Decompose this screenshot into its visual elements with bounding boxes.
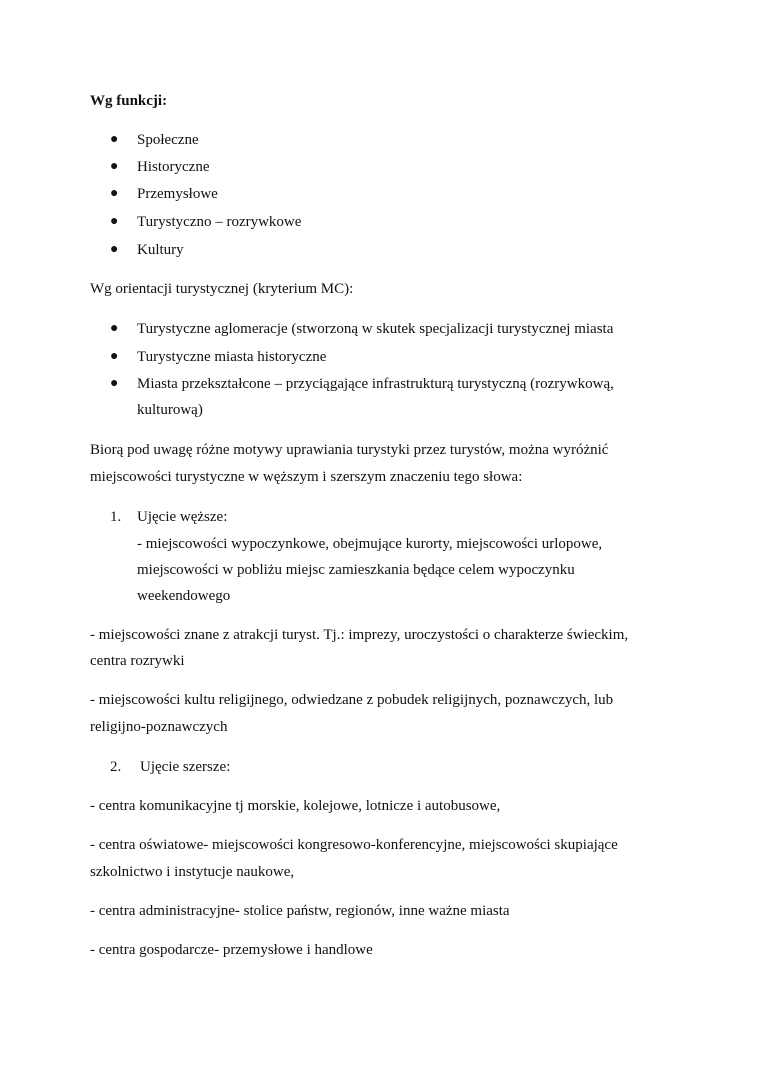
function-heading: Wg funkcji: <box>90 93 168 109</box>
list-item-text: Turystyczne miasta historyczne <box>137 349 327 365</box>
list-item-text: kulturową) <box>137 402 203 418</box>
paragraph-line: - miejscowości znane z atrakcji turyst. Tj.: imprezy, uroczystości o charakterze świeckim, <box>90 627 629 643</box>
numbered-item-label: Ujęcie szersze: <box>140 759 231 775</box>
paragraph-line: - miejscowości kultu religijnego, odwiedzane z pobudek religijnych, poznawczych, lub <box>90 692 614 708</box>
bullet-icon: ● <box>110 376 119 391</box>
bullet-icon: ● <box>110 186 119 201</box>
numbered-item-text: miejscowości w pobliżu miejsc zamieszkania będące celem wypoczynku <box>137 562 575 578</box>
list-item-text: Kultury <box>137 242 184 258</box>
numbered-item-label: Ujęcie węższe: <box>137 509 228 525</box>
intro-paragraph-line: Biorą pod uwagę różne motywy uprawiania turystyki przez turystów, można wyróżnić <box>90 442 609 458</box>
list-item-text: Turystyczno – rozrywkowe <box>137 214 302 230</box>
numbered-item-text: - miejscowości wypoczynkowe, obejmujące kurorty, miejscowości urlopowe, <box>137 536 603 552</box>
bullet-icon: ● <box>110 159 119 174</box>
paragraph-line: - centra administracyjne- stolice państw, regionów, inne ważne miasta <box>90 903 510 919</box>
numbered-item-text: weekendowego <box>137 588 231 604</box>
list-item-text: Turystyczne aglomeracje (stworzoną w skutek specjalizacji turystycznej miasta <box>137 321 614 337</box>
intro-paragraph-line: miejscowości turystyczne w węższym i szerszym znaczeniu tego słowa: <box>90 469 523 485</box>
bullet-icon: ● <box>110 321 119 336</box>
list-item-text: Społeczne <box>137 132 199 148</box>
paragraph-line: szkolnictwo i instytucje naukowe, <box>90 864 295 880</box>
orientation-heading: Wg orientacji turystycznej (kryterium MC): <box>90 281 354 297</box>
numbered-item-number: 1. <box>110 509 122 525</box>
paragraph-line: religijno-poznawczych <box>90 719 228 735</box>
bullet-icon: ● <box>110 214 119 229</box>
bullet-icon: ● <box>110 132 119 147</box>
list-item-text: Historyczne <box>137 159 210 175</box>
bullet-icon: ● <box>110 242 119 257</box>
paragraph-line: - centra gospodarcze- przemysłowe i handlowe <box>90 942 373 958</box>
numbered-item-number: 2. <box>110 759 122 775</box>
paragraph-line: - centra oświatowe- miejscowości kongresowo-konferencyjne, miejscowości skupiające <box>90 837 618 853</box>
list-item-text: Przemysłowe <box>137 186 218 202</box>
paragraph-line: centra rozrywki <box>90 653 185 669</box>
paragraph-line: - centra komunikacyjne tj morskie, kolejowe, lotnicze i autobusowe, <box>90 798 501 814</box>
bullet-icon: ● <box>110 349 119 364</box>
list-item-text: Miasta przekształcone – przyciągające infrastrukturą turystyczną (rozrywkową, <box>137 376 614 392</box>
